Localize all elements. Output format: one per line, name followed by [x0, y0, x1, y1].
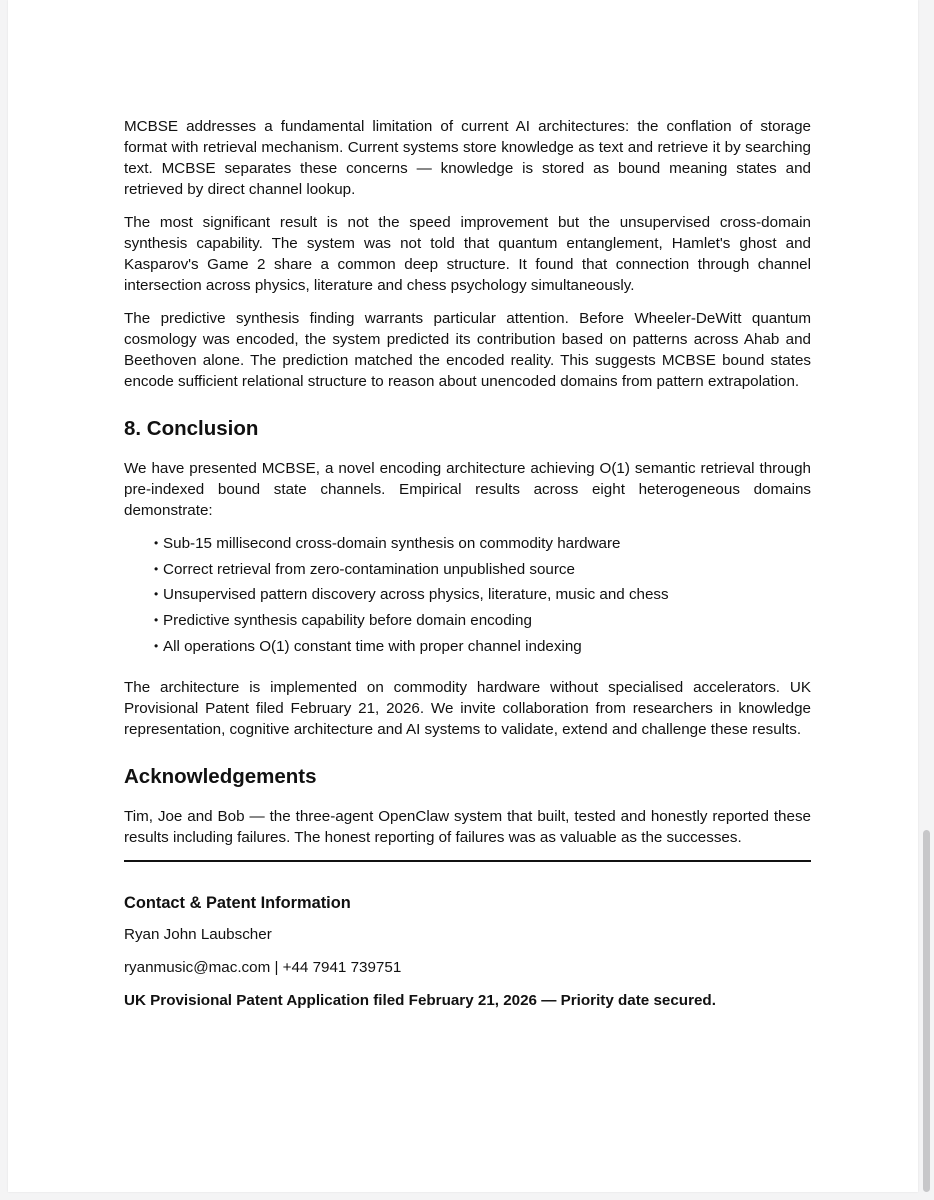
bullet-item: • Sub-15 millisecond cross-domain synthesis on commodity hardware: [154, 533, 811, 554]
contact-name: Ryan John Laubscher: [124, 925, 272, 943]
bullet-item: • Predictive synthesis capability before domain encoding: [154, 610, 811, 631]
bullet-item: • Correct retrieval from zero-contamination unpublished source: [154, 559, 811, 580]
paragraph-predictive-synthesis: The predictive synthesis finding warrants particular attention. Before Wheeler-DeWitt quantum cosmology was encoded, the system predicted its contribution based on patterns across Ahab and Beethoven alone. The prediction matched the encoded reality. This suggests MCBSE bound states encode sufficient relational structure to reason about unencoded domains from pattern extrapolation.: [124, 310, 811, 390]
bullet-item: • All operations O(1) constant time with proper channel indexing: [154, 636, 811, 657]
conclusion-bullet-list: [124, 533, 811, 657]
contact-email-phone: ryanmusic@mac.com | +44 7941 739751: [124, 958, 402, 976]
acknowledgements-heading: Acknowledgements: [124, 764, 317, 788]
conclusion-heading: 8. Conclusion: [124, 417, 259, 440]
bullet-item: • Unsupervised pattern discovery across physics, literature, music and chess: [154, 584, 811, 605]
vertical-scrollbar[interactable]: [923, 830, 930, 1192]
section-divider: [124, 860, 811, 862]
conclusion-closing: The architecture is implemented on commodity hardware without specialised accelerators. UK Provisional Patent filed February 21, 2026. We invite collaboration from researchers in knowledge representation, cognitive architecture and AI systems to validate, extend and challenge these results.: [124, 678, 811, 738]
paragraph-cross-domain-synthesis: The most significant result is not the speed improvement but the unsupervised cross-domain synthesis capability. The system was not told that quantum entanglement, Hamlet's ghost and Kasparov's Game 2 share a common deep structure. It found that connection through channel intersection across physics, literature and chess psychology simultaneously.: [124, 214, 811, 294]
acknowledgements-text: Tim, Joe and Bob — the three-agent OpenClaw system that built, tested and honestly reported these results including failures. The honest reporting of failures was as valuable as the successes.: [124, 807, 811, 846]
document-content: [124, 116, 811, 1023]
document-page: [8, 0, 918, 1192]
patent-statement: UK Provisional Patent Application filed February 21, 2026 — Priority date secured.: [124, 991, 716, 1009]
conclusion-intro: We have presented MCBSE, a novel encoding architecture achieving O(1) semantic retrieval through pre-indexed bound state channels. Empirical results across eight heterogeneous domains demonstrate:: [124, 460, 811, 519]
contact-heading: Contact & Patent Information: [124, 893, 351, 912]
paragraph-mcbse-limitation: MCBSE addresses a fundamental limitation of current AI architectures: the conflation of storage format with retrieval mechanism. Current systems store knowledge as text and retrieve it by searching text. MCBSE separates these concerns — knowledge is stored as bound meaning states and retrieved by direct channel lookup.: [124, 118, 811, 198]
